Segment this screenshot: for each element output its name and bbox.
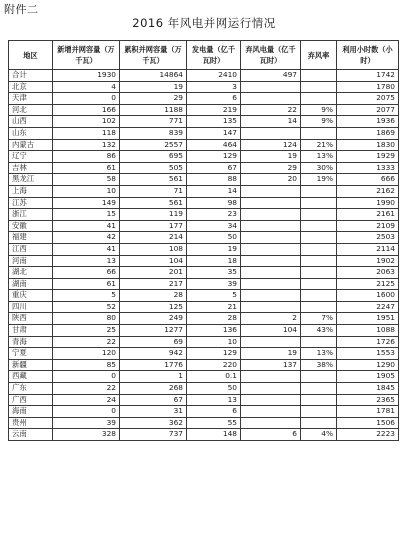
value-cell: 132: [53, 139, 120, 151]
value-cell: 219: [187, 104, 241, 116]
value-cell: 42: [53, 232, 120, 244]
column-header: 发电量（亿千瓦时）: [187, 41, 241, 70]
value-cell: 1506: [337, 417, 399, 429]
value-cell: [241, 127, 301, 139]
table-row: [9, 220, 399, 232]
value-cell: 2162: [337, 185, 399, 197]
value-cell: [241, 255, 301, 267]
value-cell: [301, 232, 337, 244]
value-cell: 24: [53, 394, 120, 406]
region-cell: 青海: [9, 336, 53, 348]
region-cell: 宁夏: [9, 348, 53, 360]
value-cell: 1905: [337, 371, 399, 383]
value-cell: 328: [53, 429, 120, 441]
value-cell: 34: [187, 220, 241, 232]
region-cell: 天津: [9, 93, 53, 105]
value-cell: 505: [120, 162, 187, 174]
value-cell: 52: [53, 301, 120, 313]
value-cell: 13%: [301, 348, 337, 360]
column-header: 利用小时数（小时）: [337, 41, 399, 70]
table-row: [9, 70, 399, 82]
value-cell: 30%: [301, 162, 337, 174]
value-cell: [301, 81, 337, 93]
table-row: [9, 267, 399, 279]
value-cell: [301, 394, 337, 406]
value-cell: [241, 417, 301, 429]
value-cell: 6: [187, 406, 241, 418]
value-cell: 88: [187, 174, 241, 186]
value-cell: 108: [120, 243, 187, 255]
table-row: [9, 417, 399, 429]
value-cell: [241, 220, 301, 232]
value-cell: 561: [120, 197, 187, 209]
value-cell: 0: [53, 93, 120, 105]
region-cell: 辽宁: [9, 151, 53, 163]
value-cell: 19: [187, 243, 241, 255]
value-cell: 19: [120, 81, 187, 93]
value-cell: 4%: [301, 429, 337, 441]
value-cell: 2109: [337, 220, 399, 232]
value-cell: 1781: [337, 406, 399, 418]
value-cell: 1929: [337, 151, 399, 163]
table-row: [9, 359, 399, 371]
value-cell: 3: [187, 81, 241, 93]
value-cell: 0: [53, 371, 120, 383]
region-cell: 合计: [9, 70, 53, 82]
value-cell: 2365: [337, 394, 399, 406]
table-row: [9, 348, 399, 360]
region-cell: 黑龙江: [9, 174, 53, 186]
table-row: [9, 255, 399, 267]
value-cell: 149: [53, 197, 120, 209]
value-cell: 22: [53, 336, 120, 348]
value-cell: 39: [187, 278, 241, 290]
value-cell: [301, 197, 337, 209]
value-cell: 14864: [120, 70, 187, 82]
value-cell: 2223: [337, 429, 399, 441]
value-cell: 6: [241, 429, 301, 441]
value-cell: 125: [120, 301, 187, 313]
value-cell: 35: [187, 267, 241, 279]
value-cell: 80: [53, 313, 120, 325]
value-cell: 1869: [337, 127, 399, 139]
value-cell: 28: [120, 290, 187, 302]
value-cell: 1600: [337, 290, 399, 302]
value-cell: 737: [120, 429, 187, 441]
value-cell: 58: [53, 174, 120, 186]
region-cell: 四川: [9, 301, 53, 313]
value-cell: 2247: [337, 301, 399, 313]
value-cell: 86: [53, 151, 120, 163]
value-cell: 2063: [337, 267, 399, 279]
value-cell: 31: [120, 406, 187, 418]
value-cell: 464: [187, 139, 241, 151]
value-cell: [301, 93, 337, 105]
value-cell: 942: [120, 348, 187, 360]
value-cell: 41: [53, 243, 120, 255]
value-cell: [241, 371, 301, 383]
value-cell: 29: [120, 93, 187, 105]
table-row: [9, 383, 399, 395]
region-cell: 云南: [9, 429, 53, 441]
value-cell: [301, 209, 337, 221]
value-cell: 1990: [337, 197, 399, 209]
value-cell: [301, 406, 337, 418]
value-cell: 0.1: [187, 371, 241, 383]
region-cell: 上海: [9, 185, 53, 197]
value-cell: [301, 243, 337, 255]
value-cell: [241, 209, 301, 221]
value-cell: [301, 383, 337, 395]
table-row: [9, 93, 399, 105]
value-cell: 129: [187, 151, 241, 163]
table-body: [9, 70, 399, 441]
region-cell: 湖南: [9, 278, 53, 290]
region-cell: 新疆: [9, 359, 53, 371]
table-row: [9, 313, 399, 325]
value-cell: 561: [120, 174, 187, 186]
wind-power-table: [8, 40, 399, 441]
value-cell: 28: [187, 313, 241, 325]
value-cell: 15: [53, 209, 120, 221]
region-cell: 甘肃: [9, 325, 53, 337]
value-cell: 21: [187, 301, 241, 313]
value-cell: [241, 394, 301, 406]
value-cell: 201: [120, 267, 187, 279]
value-cell: 839: [120, 127, 187, 139]
value-cell: [301, 70, 337, 82]
table-row: [9, 290, 399, 302]
region-cell: 山西: [9, 116, 53, 128]
value-cell: 124: [241, 139, 301, 151]
value-cell: 1277: [120, 325, 187, 337]
value-cell: 19%: [301, 174, 337, 186]
value-cell: 7%: [301, 313, 337, 325]
value-cell: 497: [241, 70, 301, 82]
value-cell: 1830: [337, 139, 399, 151]
table-row: [9, 185, 399, 197]
value-cell: 104: [120, 255, 187, 267]
table-row: [9, 139, 399, 151]
value-cell: [241, 185, 301, 197]
value-cell: 362: [120, 417, 187, 429]
value-cell: 39: [53, 417, 120, 429]
column-header: 弃风电量（亿千瓦时）: [241, 41, 301, 70]
value-cell: 2077: [337, 104, 399, 116]
value-cell: [301, 220, 337, 232]
value-cell: 2161: [337, 209, 399, 221]
table-row: [9, 174, 399, 186]
value-cell: [241, 301, 301, 313]
value-cell: 1951: [337, 313, 399, 325]
attachment-label: 附件二: [4, 3, 39, 16]
value-cell: [301, 278, 337, 290]
region-cell: 贵州: [9, 417, 53, 429]
table-header-row: [9, 41, 399, 70]
value-cell: 98: [187, 197, 241, 209]
value-cell: 4: [53, 81, 120, 93]
value-cell: [241, 232, 301, 244]
value-cell: 38%: [301, 359, 337, 371]
value-cell: 50: [187, 383, 241, 395]
value-cell: 1742: [337, 70, 399, 82]
region-cell: 浙江: [9, 209, 53, 221]
value-cell: [301, 267, 337, 279]
table-row: [9, 151, 399, 163]
value-cell: 13: [187, 394, 241, 406]
value-cell: 1776: [120, 359, 187, 371]
value-cell: 1088: [337, 325, 399, 337]
value-cell: 67: [187, 162, 241, 174]
value-cell: 1936: [337, 116, 399, 128]
value-cell: [241, 278, 301, 290]
value-cell: 249: [120, 313, 187, 325]
value-cell: 25: [53, 325, 120, 337]
value-cell: [241, 336, 301, 348]
value-cell: 147: [187, 127, 241, 139]
value-cell: 120: [53, 348, 120, 360]
value-cell: 43%: [301, 325, 337, 337]
value-cell: 135: [187, 116, 241, 128]
value-cell: 1553: [337, 348, 399, 360]
value-cell: 10: [53, 185, 120, 197]
region-cell: 福建: [9, 232, 53, 244]
value-cell: 1780: [337, 81, 399, 93]
region-cell: 江西: [9, 243, 53, 255]
value-cell: [241, 81, 301, 93]
region-cell: 河北: [9, 104, 53, 116]
value-cell: 41: [53, 220, 120, 232]
value-cell: [241, 383, 301, 395]
region-cell: 湖北: [9, 267, 53, 279]
region-cell: 江苏: [9, 197, 53, 209]
region-cell: 海南: [9, 406, 53, 418]
value-cell: 1845: [337, 383, 399, 395]
value-cell: 18: [187, 255, 241, 267]
value-cell: [301, 185, 337, 197]
value-cell: 67: [120, 394, 187, 406]
value-cell: 55: [187, 417, 241, 429]
value-cell: 148: [187, 429, 241, 441]
region-cell: 河南: [9, 255, 53, 267]
value-cell: 5: [53, 290, 120, 302]
table-row: [9, 232, 399, 244]
value-cell: 104: [241, 325, 301, 337]
value-cell: 695: [120, 151, 187, 163]
region-cell: 广西: [9, 394, 53, 406]
value-cell: 20: [241, 174, 301, 186]
table-row: [9, 243, 399, 255]
table-row: [9, 325, 399, 337]
value-cell: [301, 255, 337, 267]
table-row: [9, 394, 399, 406]
value-cell: 1726: [337, 336, 399, 348]
value-cell: [241, 290, 301, 302]
value-cell: 214: [120, 232, 187, 244]
value-cell: 9%: [301, 104, 337, 116]
value-cell: 1930: [53, 70, 120, 82]
value-cell: 61: [53, 278, 120, 290]
value-cell: 1333: [337, 162, 399, 174]
value-cell: [241, 93, 301, 105]
value-cell: 666: [337, 174, 399, 186]
value-cell: 85: [53, 359, 120, 371]
region-cell: 广东: [9, 383, 53, 395]
column-header: 地区: [9, 41, 53, 70]
value-cell: [241, 197, 301, 209]
value-cell: [241, 243, 301, 255]
value-cell: 71: [120, 185, 187, 197]
table-row: [9, 429, 399, 441]
value-cell: 166: [53, 104, 120, 116]
value-cell: 9%: [301, 116, 337, 128]
value-cell: 129: [187, 348, 241, 360]
value-cell: 2: [241, 313, 301, 325]
value-cell: [301, 290, 337, 302]
value-cell: 23: [187, 209, 241, 221]
table-row: [9, 81, 399, 93]
value-cell: 14: [187, 185, 241, 197]
value-cell: 19: [241, 348, 301, 360]
region-cell: 陕西: [9, 313, 53, 325]
value-cell: 136: [187, 325, 241, 337]
value-cell: 118: [53, 127, 120, 139]
table-row: [9, 209, 399, 221]
column-header: 弃风率: [301, 41, 337, 70]
value-cell: 177: [120, 220, 187, 232]
value-cell: [301, 301, 337, 313]
region-cell: 北京: [9, 81, 53, 93]
value-cell: 119: [120, 209, 187, 221]
document-title: 2016 年风电并网运行情况: [132, 16, 276, 30]
table-row: [9, 197, 399, 209]
value-cell: 1188: [120, 104, 187, 116]
table-row: [9, 127, 399, 139]
value-cell: 2125: [337, 278, 399, 290]
value-cell: 2114: [337, 243, 399, 255]
region-cell: 吉林: [9, 162, 53, 174]
value-cell: 220: [187, 359, 241, 371]
value-cell: 268: [120, 383, 187, 395]
value-cell: 5: [187, 290, 241, 302]
value-cell: 14: [241, 116, 301, 128]
region-cell: 内蒙古: [9, 139, 53, 151]
value-cell: 29: [241, 162, 301, 174]
value-cell: [301, 417, 337, 429]
table-row: [9, 406, 399, 418]
value-cell: 50: [187, 232, 241, 244]
table-row: [9, 116, 399, 128]
table-row: [9, 301, 399, 313]
region-cell: 西藏: [9, 371, 53, 383]
table-row: [9, 104, 399, 116]
value-cell: [301, 336, 337, 348]
value-cell: 2557: [120, 139, 187, 151]
value-cell: 19: [241, 151, 301, 163]
value-cell: 1902: [337, 255, 399, 267]
region-cell: 重庆: [9, 290, 53, 302]
value-cell: 69: [120, 336, 187, 348]
value-cell: 10: [187, 336, 241, 348]
value-cell: 1: [120, 371, 187, 383]
value-cell: 61: [53, 162, 120, 174]
value-cell: 102: [53, 116, 120, 128]
column-header: 新增并网容量（万千瓦）: [53, 41, 120, 70]
value-cell: [241, 406, 301, 418]
value-cell: 13: [53, 255, 120, 267]
table-row: [9, 278, 399, 290]
region-cell: 安徽: [9, 220, 53, 232]
value-cell: 137: [241, 359, 301, 371]
value-cell: 0: [53, 406, 120, 418]
value-cell: 21%: [301, 139, 337, 151]
table-row: [9, 162, 399, 174]
region-cell: 山东: [9, 127, 53, 139]
value-cell: 6: [187, 93, 241, 105]
table-row: [9, 336, 399, 348]
value-cell: 1290: [337, 359, 399, 371]
value-cell: 771: [120, 116, 187, 128]
column-header: 累积并网容量（万千瓦）: [120, 41, 187, 70]
table-row: [9, 371, 399, 383]
value-cell: 22: [241, 104, 301, 116]
value-cell: 22: [53, 383, 120, 395]
value-cell: [301, 371, 337, 383]
value-cell: [241, 267, 301, 279]
value-cell: 2503: [337, 232, 399, 244]
value-cell: 2410: [187, 70, 241, 82]
value-cell: 2075: [337, 93, 399, 105]
value-cell: 217: [120, 278, 187, 290]
value-cell: 13%: [301, 151, 337, 163]
value-cell: [301, 127, 337, 139]
value-cell: 66: [53, 267, 120, 279]
